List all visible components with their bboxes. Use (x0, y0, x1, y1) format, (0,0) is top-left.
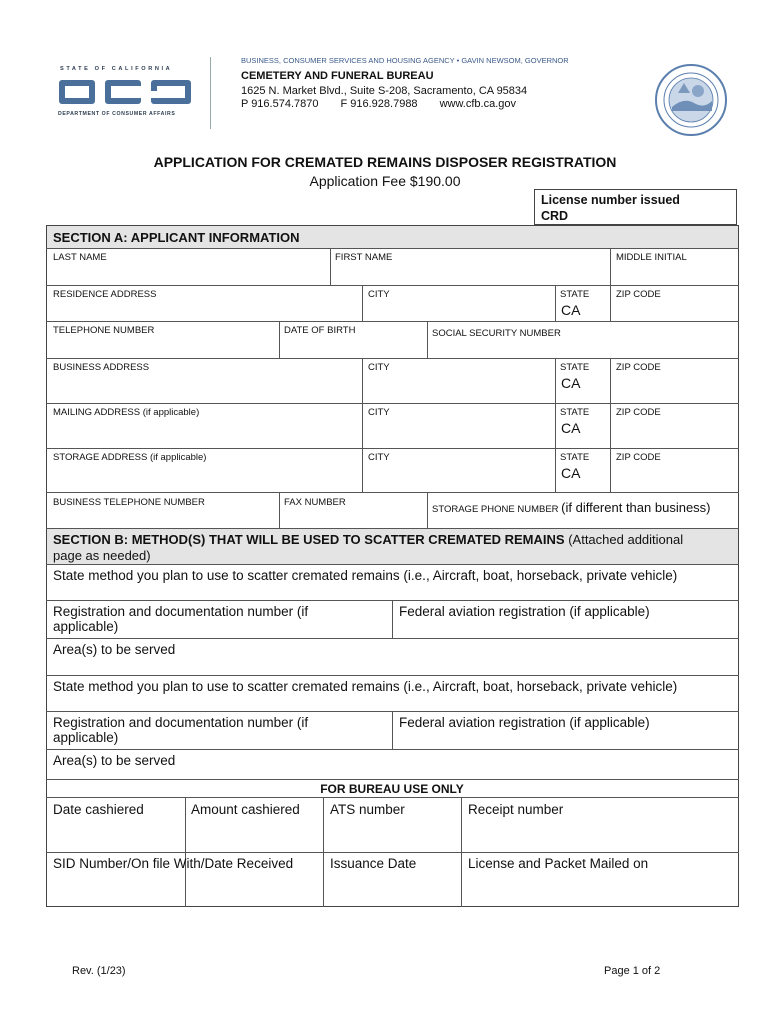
method-field-1[interactable]: State method you plan to use to scatter cremated remains (i.e., Aircraft, boat, horseback, private vehicle) (53, 568, 678, 583)
storage-city-field[interactable]: CITY (368, 452, 390, 463)
date-cashiered-field[interactable]: Date cashiered (53, 802, 144, 817)
col-divider (610, 358, 611, 492)
storage-phone-field[interactable] (432, 500, 711, 515)
rule (46, 852, 739, 853)
col-divider (279, 321, 280, 358)
col-divider (392, 711, 393, 749)
dca-logo (57, 76, 195, 108)
issuance-date-field[interactable]: Issuance Date (330, 856, 417, 871)
col-divider (392, 600, 393, 638)
last-name-field[interactable]: LAST NAME (53, 252, 107, 263)
dob-field[interactable]: DATE OF BIRTH (284, 325, 356, 336)
rule (46, 285, 739, 286)
revision-label: Rev. (1/23) (72, 965, 126, 977)
rule (46, 528, 739, 529)
license-label-line1: License number issued (541, 193, 680, 207)
phone-number: P 916.574.7870 (241, 98, 319, 110)
col-divider (427, 492, 428, 528)
storage-zip-field[interactable]: ZIP CODE (616, 452, 661, 463)
residence-state-label: STATE (560, 289, 590, 300)
middle-initial-field[interactable]: MIDDLE INITIAL (616, 252, 687, 263)
section-b-heading (53, 532, 683, 547)
business-zip-field[interactable]: ZIP CODE (616, 362, 661, 373)
rule (46, 675, 739, 676)
license-mailed-field[interactable]: License and Packet Mailed on (468, 856, 649, 871)
federal-aviation-field-1[interactable]: Federal aviation registration (if applicable) (399, 604, 650, 619)
receipt-number-field[interactable]: Receipt number (468, 802, 564, 817)
first-name-field[interactable]: FIRST NAME (335, 252, 393, 263)
page-number: Page 1 of 2 (604, 965, 661, 977)
mailing-state-value[interactable]: CA (561, 420, 581, 436)
logo-letters: dca (57, 76, 59, 77)
business-state-value[interactable]: CA (561, 375, 581, 391)
residence-city-field[interactable]: CITY (368, 289, 390, 300)
mailing-city-field[interactable]: CITY (368, 407, 390, 418)
storage-phone-note: (if different than business) (561, 500, 711, 515)
col-divider (185, 797, 186, 907)
storage-state-value[interactable]: CA (561, 465, 581, 481)
residence-address-field[interactable]: RESIDENCE ADDRESS (53, 289, 157, 300)
col-divider (427, 321, 428, 358)
col-divider (330, 248, 331, 285)
col-divider (362, 285, 363, 321)
storage-state-label: STATE (560, 452, 590, 463)
california-seal-icon (654, 63, 728, 137)
rule (46, 749, 739, 750)
method-field-2[interactable]: State method you plan to use to scatter cremated remains (i.e., Aircraft, boat, horseback, private vehicle) (53, 679, 678, 694)
rule (46, 358, 739, 359)
license-label-line2: CRD (541, 209, 569, 223)
areas-field-2[interactable]: Area(s) to be served (53, 753, 176, 768)
rule (46, 448, 739, 449)
col-divider (362, 358, 363, 492)
col-divider (610, 248, 611, 285)
registration-field-2[interactable] (53, 715, 308, 745)
registration-label-2b: applicable) (53, 730, 119, 745)
application-fee: Application Fee $190.00 (309, 173, 461, 189)
telephone-field[interactable]: TELEPHONE NUMBER (53, 325, 155, 336)
form-title: APPLICATION FOR CREMATED REMAINS DISPOSER REGISTRATION (153, 154, 617, 170)
mailing-zip-field[interactable]: ZIP CODE (616, 407, 661, 418)
business-city-field[interactable]: CITY (368, 362, 390, 373)
bureau-name: CEMETERY AND FUNERAL BUREAU (241, 70, 434, 82)
registration-field-1[interactable] (53, 604, 308, 634)
ssn-field[interactable]: SOCIAL SECURITY NUMBER (432, 328, 561, 339)
section-b-note: (Attached additional (568, 532, 684, 547)
storage-phone-label: STORAGE PHONE NUMBER (432, 504, 559, 515)
section-b-note-line2: page as needed) (53, 548, 151, 563)
storage-address-field[interactable]: STORAGE ADDRESS (if applicable) (53, 452, 207, 463)
bureau-address: 1625 N. Market Blvd., Suite S-208, Sacramento, CA 95834 (241, 85, 528, 97)
rule (46, 638, 739, 639)
rule (46, 248, 739, 249)
col-divider (555, 358, 556, 492)
rule (46, 321, 739, 322)
registration-label-1b: applicable) (53, 619, 119, 634)
ats-number-field[interactable]: ATS number (330, 802, 405, 817)
mailing-state-label: STATE (560, 407, 590, 418)
rule (46, 779, 739, 780)
col-divider (323, 797, 324, 907)
website: www.cfb.ca.gov (439, 98, 516, 110)
mailing-address-field[interactable]: MAILING ADDRESS (if applicable) (53, 407, 200, 418)
header-divider (210, 57, 211, 129)
business-phone-field[interactable]: BUSINESS TELEPHONE NUMBER (53, 497, 205, 508)
col-divider (279, 492, 280, 528)
col-divider (555, 285, 556, 321)
col-divider (610, 285, 611, 321)
rule (46, 403, 739, 404)
areas-field-1[interactable]: Area(s) to be served (53, 642, 176, 657)
rule (46, 797, 739, 798)
amount-cashiered-field[interactable]: Amount cashiered (191, 802, 300, 817)
rule (46, 492, 739, 493)
business-address-field[interactable]: BUSINESS ADDRESS (53, 362, 150, 373)
bureau-use-heading: FOR BUREAU USE ONLY (320, 782, 464, 796)
sid-number-field[interactable]: SID Number/On file With/Date Received (53, 856, 294, 871)
fax-number: F 916.928.7988 (340, 98, 418, 110)
fax-field[interactable]: FAX NUMBER (284, 497, 346, 508)
business-state-label: STATE (560, 362, 590, 373)
federal-aviation-field-2[interactable]: Federal aviation registration (if applicable) (399, 715, 650, 730)
residence-zip-field[interactable]: ZIP CODE (616, 289, 661, 300)
license-number-label (541, 192, 680, 224)
logo-dept-text: DEPARTMENT OF CONSUMER AFFAIRS (58, 111, 176, 117)
section-b-title: SECTION B: METHOD(S) THAT WILL BE USED TO SCATTER CREMATED REMAINS (53, 532, 565, 547)
registration-label-2a: Registration and documentation number (if (53, 715, 309, 730)
contact-line (241, 98, 538, 110)
logo-state-text: STATE OF CALIFORNIA (60, 66, 173, 72)
agency-line: BUSINESS, CONSUMER SERVICES AND HOUSING AGENCY • GAVIN NEWSOM, GOVERNOR (241, 56, 569, 65)
residence-state-value[interactable]: CA (561, 302, 581, 318)
registration-label-1a: Registration and documentation number (if (53, 604, 309, 619)
col-divider (461, 797, 462, 907)
rule (46, 564, 739, 565)
section-a-heading: SECTION A: APPLICANT INFORMATION (53, 230, 300, 245)
